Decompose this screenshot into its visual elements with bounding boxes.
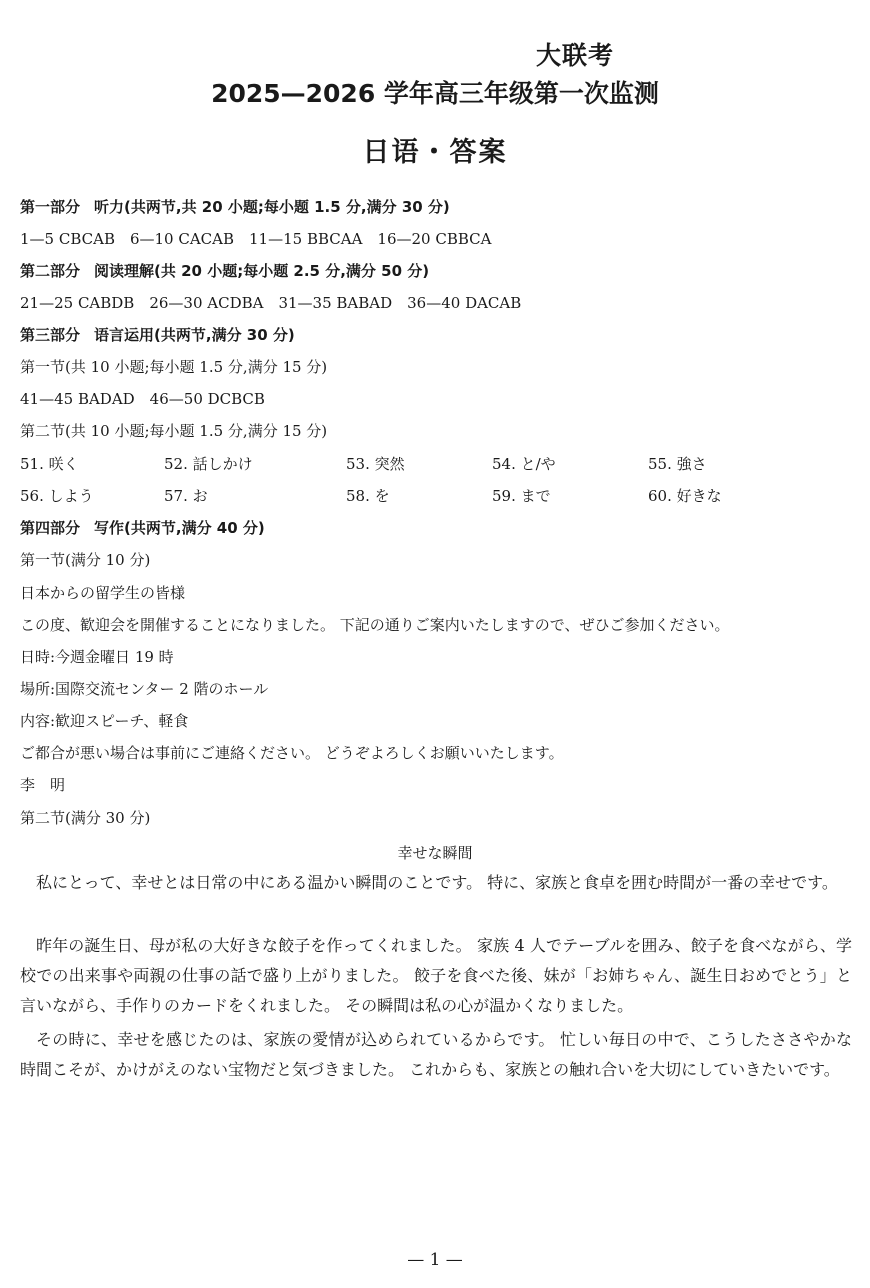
essay-title: 幸せな瞬間	[397, 844, 473, 862]
answer-59: 59. まで	[492, 487, 551, 505]
letter-intro: この度、歓迎会を開催することになりました。 下記の通りご案内いたしますので、ぜひご参加ください。	[20, 616, 730, 634]
answer-56: 56. しよう	[20, 487, 94, 505]
part4-section2-title: 第二节(满分 30 分)	[20, 809, 151, 827]
letter-content: 内容:歓迎スピーチ、軽食	[20, 712, 189, 730]
letter-datetime: 日時:今週金曜日 19 時	[20, 648, 174, 666]
part2-name: 第二部分	[20, 262, 81, 280]
answer-57: 57. お	[164, 487, 208, 505]
answer-52: 52. 話しかけ	[164, 455, 253, 473]
answer-55: 55. 強さ	[648, 455, 707, 473]
part1-title: 听力(共两节,共 20 小题;每小题 1.5 分,满分 30 分)	[94, 198, 450, 216]
page-number: — 1 —	[407, 1250, 463, 1270]
answer-53: 53. 突然	[346, 455, 405, 473]
part2-answers: 21—25 CABDB 26—30 ACDBA 31—35 BABAD 36—40 DACAB	[20, 294, 522, 312]
part1-heading	[20, 197, 450, 217]
answer-51: 51. 咲く	[20, 455, 79, 473]
letter-closing: ご都合が悪い場合は事前にご連絡ください。 どうぞよろしくお願いいたします。	[20, 744, 564, 762]
letter-greeting: 日本からの留学生の皆様	[20, 584, 186, 602]
letter-location: 場所:国際交流センター 2 階のホール	[20, 680, 269, 698]
exam-subtitle: 日语・答案	[362, 137, 508, 168]
essay-paragraph-3: その時に、幸せを感じたのは、家族の愛情が込められているからです。 忙しい毎日の中で、こうしたささやかな時間こそが、かけがえのない宝物だと気づきました。 これからも、家族との触れ合いを大切にしていきたいです。	[20, 1030, 852, 1079]
part1-name: 第一部分	[20, 198, 81, 216]
part2-heading	[20, 261, 429, 281]
essay-paragraph-2: 昨年の誕生日、母が私の大好きな餃子を作ってくれました。 家族 4 人でテーブルを囲み、餃子を食べながら、学校での出来事や両親の仕事の話で盛り上がりました。 餃子を食べた後、妹が「お姉ちゃん、誕生日おめでとう」と言いながら、手作りのカードをくれました。 その瞬間は私の心が温かくなりました。	[20, 936, 852, 1015]
part3-name: 第三部分	[20, 326, 81, 344]
part4-name: 第四部分	[20, 519, 81, 537]
part3-section1-title: 第一节(共 10 小题;每小题 1.5 分,满分 15 分)	[20, 358, 328, 376]
essay-paragraph-1: 私にとって、幸せとは日常の中にある温かい瞬間のことです。 特に、家族と食卓を囲む時間が一番の幸せです。	[36, 873, 838, 892]
exam-title: 2025—2026 学年高三年级第一次监测	[211, 79, 659, 108]
part3-heading	[20, 325, 295, 345]
part4-heading	[20, 518, 265, 538]
part4-section1-title: 第一节(满分 10 分)	[20, 551, 151, 569]
part3-section1-answers: 41—45 BADAD 46—50 DCBCB	[20, 390, 265, 408]
part1-answers: 1—5 CBCAB 6—10 CACAB 11—15 BBCAA 16—20 CBBCA	[20, 230, 492, 248]
part2-title: 阅读理解(共 20 小题;每小题 2.5 分,满分 50 分)	[94, 262, 430, 280]
answer-58: 58. を	[346, 487, 390, 505]
exam-brand: 大联考	[536, 41, 615, 70]
answer-60: 60. 好きな	[648, 487, 722, 505]
part3-section2-title: 第二节(共 10 小题;每小题 1.5 分,满分 15 分)	[20, 422, 328, 440]
part4-title: 写作(共两节,满分 40 分)	[94, 519, 265, 537]
letter-signature: 李 明	[20, 776, 66, 794]
answer-54: 54. と/や	[492, 455, 556, 473]
part3-title: 语言运用(共两节,满分 30 分)	[94, 326, 295, 344]
